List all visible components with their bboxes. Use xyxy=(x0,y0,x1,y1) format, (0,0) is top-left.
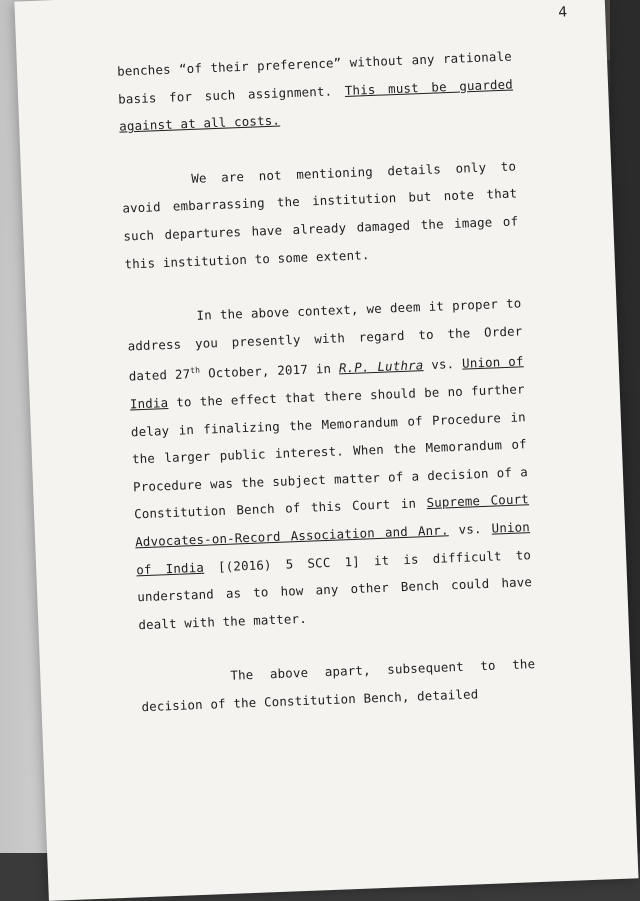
case-name-luthra: R.P. Luthra xyxy=(338,357,424,376)
p4-text: The above apart, subsequent to the decision of the Constitution Bench, detailed xyxy=(141,656,536,715)
case-name-scaorra: Supreme Court Advocates-on-Record Association and Anr. xyxy=(134,491,530,550)
case-name-union-2: Union of India xyxy=(135,519,531,577)
paragraph-1 xyxy=(117,43,515,141)
p1-emphasis: This must be guarded against at all costs. xyxy=(118,76,514,134)
document-page xyxy=(14,0,638,901)
page-number: 4 xyxy=(557,4,568,21)
p1-text: benches “of their preference” without any rationale basis for such assignment. xyxy=(116,48,513,107)
superscript: th xyxy=(190,366,201,376)
body-text xyxy=(117,43,537,721)
paragraph-3: In the above context, we deem it proper to address you presently with regard to the Order dated 27th October, 2017 in R.P. Luthra vs. Union of India to the effect that there should be no further delay in finalizing the Memorandum of Procedure in the larger public interest. When the Memorandum of Procedure was the subject matter of a decision of a Constitution Bench of this Court in Supreme Court Advocates-on-Record Association and Anr. vs. Union of India [(2016) 5 SCC 1] it is difficult to understand as to how any other Bench could have dealt with the matter. xyxy=(127,295,533,633)
case-name-union-1: Union of India xyxy=(129,353,524,412)
paragraph-2 xyxy=(121,152,520,277)
p2-text: We are not mentioning details only to avoid embarrassing the institution but note that such departures have already damaged the image of this institution to some extent. xyxy=(122,158,519,272)
